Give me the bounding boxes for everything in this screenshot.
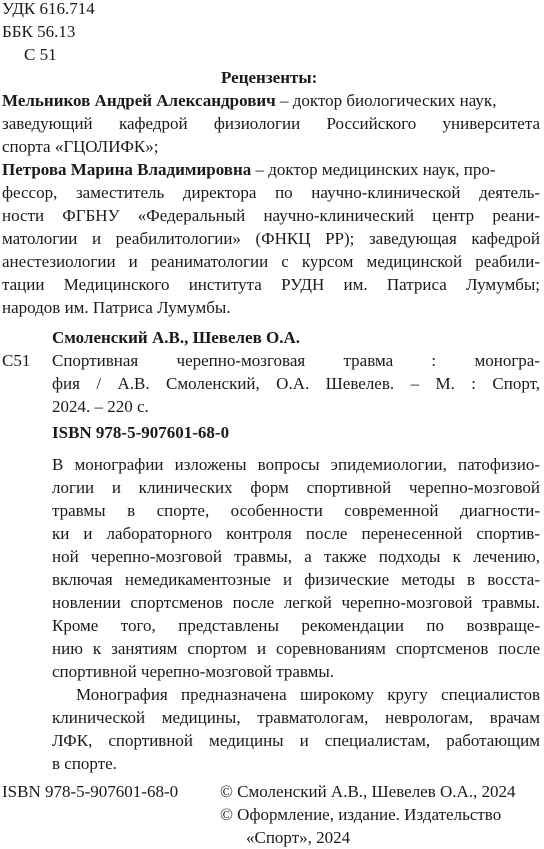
catalog-line-2: фия / А.В. Смоленский, О.А. Шевелев. – М. : Спорт,: [52, 374, 540, 393]
abstract-p1-line-5: ной черепно-мозговой травмы, а также подходы к лечению,: [52, 547, 540, 566]
abstract-p1-line-4: ки и лабораторного контроля после перенесенной спортив-: [52, 524, 540, 543]
abstract-p2-line-4: в спорте.: [52, 754, 117, 773]
footer-copyright-1: © Смоленский А.В., Шевелев О.А., 2024: [220, 782, 516, 801]
catalog-line-1: Спортивная черепно-мозговая травма : моногра-: [52, 351, 540, 370]
abstract-p1-line-10: спортивной черепно-мозговой травмы.: [52, 662, 335, 681]
reviewer-1-line-3: спорта «ГЦОЛИФК»;: [2, 137, 159, 156]
author-mark: С 51: [24, 45, 57, 64]
abstract-p1-line-7: новлении спортсменов после легкой черепно-мозговой травмы.: [52, 593, 540, 612]
abstract-p1-line-6: включая немедикаментозные и физические методы в восста-: [52, 570, 540, 589]
reviewer-2-line-6: тации Медицинского института РУДН им. Патриса Лумумбы;: [2, 275, 540, 294]
reviewer-2-line-4: матологии и реабилитологии» (ФНКЦ РР); заведующая кафедрой: [2, 229, 540, 248]
footer-copyright-3: «Спорт», 2024: [246, 828, 351, 847]
reviewer-1-name: Мельников Андрей Александрович: [2, 91, 276, 110]
bbk-code: ББК 56.13: [2, 22, 76, 41]
reviewer-2-line-2: фессор, заместитель директора по научно-клинической деятель-: [2, 183, 540, 202]
reviewer-2-line-3: ности ФГБНУ «Федеральный научно-клинический центр реани-: [2, 206, 540, 225]
catalog-isbn: ISBN 978-5-907601-68-0: [52, 423, 230, 442]
udk-code: УДК 616.714: [2, 0, 95, 18]
reviewer-2-line-5: анестезиологии и реаниматологии с курсом медицинской реабили-: [2, 252, 540, 271]
catalog-line-3: 2024. – 220 с.: [52, 397, 149, 416]
abstract-p2-line-2: клинической медицины, травматологам, неврологам, врачам: [52, 708, 540, 727]
abstract-p1-line-3: травмы в спорте, особенности современной диагности-: [52, 501, 540, 520]
abstract-p1-line-9: нию к занятиям спортом и соревнованиям спортсменов после: [52, 639, 540, 658]
catalog-mark: С51: [2, 351, 31, 370]
abstract-p2-line-1: Монография предназначена широкому кругу специалистов: [76, 685, 540, 704]
reviewer-1-line-1: Мельников Андрей Александрович – доктор биологических наук,: [2, 91, 497, 110]
abstract-p2-line-3: ЛФК, спортивной медицины и специалистам, работающим: [52, 731, 540, 750]
reviewer-2-name: Петрова Марина Владимировна: [2, 160, 252, 179]
abstract-p1-line-2: логии и клинических форм спортивной черепно-мозговой: [52, 478, 540, 497]
reviewer-2-line-1: Петрова Марина Владимировна – доктор медицинских наук, про-: [2, 160, 496, 179]
reviewers-heading: Рецензенты:: [221, 68, 318, 87]
footer-isbn: ISBN 978-5-907601-68-0: [2, 782, 179, 801]
reviewer-1-line-2: заведующий кафедрой физиологии Российского университета: [2, 114, 540, 133]
abstract-p1-line-8: Кроме того, представлены рекомендации по возвраще-: [52, 616, 540, 635]
catalog-authors: Смоленский А.В., Шевелев О.А.: [52, 328, 301, 347]
footer-copyright-2: © Оформление, издание. Издательство: [220, 805, 502, 824]
reviewer-2-line-7: народов им. Патриса Лумумбы.: [2, 298, 231, 317]
abstract-p1-line-1: В монографии изложены вопросы эпидемиологии, патофизио-: [52, 455, 540, 474]
